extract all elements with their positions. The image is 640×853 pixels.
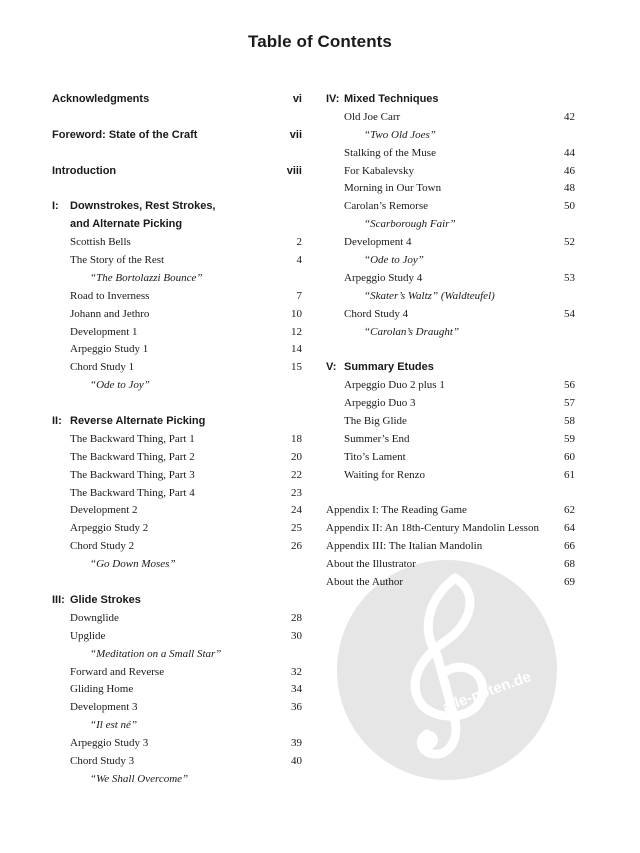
toc-entry[interactable] bbox=[52, 664, 302, 682]
entry-label: The Backward Thing, Part 4 bbox=[70, 486, 195, 499]
section-title: Mixed Techniques bbox=[344, 93, 439, 105]
entry-label: The Backward Thing, Part 1 bbox=[70, 432, 195, 445]
entry-page: 14 bbox=[291, 343, 302, 356]
entry-label: Development 1 bbox=[70, 325, 138, 338]
entry-label: Chord Study 2 bbox=[70, 540, 135, 553]
toc-entry[interactable] bbox=[52, 234, 302, 252]
entry-label: About the Author bbox=[326, 576, 403, 589]
toc-entry[interactable] bbox=[52, 449, 302, 467]
toc-subentry: “We Shall Overcome” bbox=[90, 772, 189, 785]
toc-entry[interactable] bbox=[52, 520, 302, 538]
toc-entry[interactable] bbox=[52, 681, 302, 699]
page-title: Table of Contents bbox=[248, 32, 392, 51]
toc-entry[interactable] bbox=[326, 556, 575, 574]
toc-entry[interactable] bbox=[52, 485, 302, 503]
entry-page: vi bbox=[292, 93, 302, 105]
toc-entry[interactable] bbox=[326, 377, 575, 395]
entry-label: Upglide bbox=[70, 629, 106, 642]
entry-label: Johann and Jethro bbox=[70, 307, 150, 320]
entry-label: Appendix II: An 18th-Century Mandolin Lesson bbox=[326, 522, 539, 535]
entry-page: 57 bbox=[564, 397, 575, 410]
entry-label: The Story of the Rest bbox=[70, 254, 165, 267]
toc-entry[interactable] bbox=[52, 753, 302, 771]
section-number: I: bbox=[52, 200, 59, 213]
entry-label: Acknowledgments bbox=[52, 93, 150, 105]
entry-page: 20 bbox=[291, 450, 302, 463]
toc-entry[interactable] bbox=[52, 163, 302, 181]
section-heading[interactable] bbox=[326, 359, 575, 377]
entry-page: 44 bbox=[564, 146, 575, 159]
entry-page: 34 bbox=[291, 683, 302, 696]
toc-entry[interactable] bbox=[52, 628, 302, 646]
entry-page: 48 bbox=[564, 182, 575, 195]
toc-right-column bbox=[326, 91, 575, 592]
entry-label: Summer’s End bbox=[344, 432, 410, 445]
entry-label: Appendix I: The Reading Game bbox=[326, 504, 467, 517]
entry-page: 69 bbox=[564, 576, 575, 589]
section-title: Summary Etudes bbox=[344, 361, 434, 374]
entry-label: Arpeggio Duo 3 bbox=[344, 397, 416, 410]
toc-entry[interactable] bbox=[326, 306, 575, 324]
entry-page: 46 bbox=[564, 164, 575, 177]
toc-entry[interactable] bbox=[326, 163, 575, 181]
toc-entry[interactable] bbox=[326, 467, 575, 485]
entry-label: Gliding Home bbox=[70, 683, 134, 696]
entry-page: 61 bbox=[564, 468, 575, 481]
section-number: V: bbox=[326, 361, 337, 374]
entry-label: For Kabalevsky bbox=[344, 164, 414, 177]
section-heading[interactable] bbox=[326, 91, 575, 109]
entry-label: Stalking of the Muse bbox=[344, 146, 436, 159]
entry-page: 10 bbox=[291, 307, 302, 320]
entry-page: 26 bbox=[291, 540, 302, 553]
toc-entry[interactable] bbox=[52, 502, 302, 520]
entry-page: 25 bbox=[291, 522, 302, 535]
entry-page: 64 bbox=[564, 522, 575, 535]
toc-left-column bbox=[52, 91, 302, 789]
entry-page: 2 bbox=[296, 236, 302, 249]
entry-label: Scottish Bells bbox=[70, 236, 131, 249]
entry-page: 52 bbox=[564, 236, 575, 249]
entry-page: 4 bbox=[296, 254, 302, 267]
toc-entry[interactable] bbox=[52, 610, 302, 628]
entry-page: viii bbox=[286, 164, 302, 177]
entry-page: 58 bbox=[564, 415, 575, 428]
entry-page: 24 bbox=[291, 504, 302, 517]
entry-label: Tito’s Lament bbox=[344, 450, 406, 463]
entry-page: 62 bbox=[564, 504, 575, 517]
toc-entry[interactable] bbox=[52, 306, 302, 324]
toc-entry[interactable] bbox=[52, 288, 302, 306]
entry-page: 50 bbox=[564, 200, 575, 213]
toc-entry[interactable] bbox=[52, 431, 302, 449]
entry-label: Road to Inverness bbox=[70, 289, 150, 302]
section-number: IV: bbox=[326, 93, 340, 105]
entry-label: Foreword: State of the Craft bbox=[52, 128, 198, 141]
entry-page: 68 bbox=[564, 558, 575, 571]
toc-entry[interactable] bbox=[326, 145, 575, 163]
entry-page: 22 bbox=[291, 468, 302, 481]
toc-entry[interactable] bbox=[326, 574, 575, 592]
entry-label: Arpeggio Study 4 bbox=[344, 271, 423, 284]
toc-entry[interactable] bbox=[326, 395, 575, 413]
entry-label: Arpeggio Study 2 bbox=[70, 522, 149, 535]
section-heading[interactable] bbox=[52, 592, 302, 610]
entry-label: Chord Study 1 bbox=[70, 361, 135, 374]
toc-entry[interactable] bbox=[326, 413, 575, 431]
section-number: III: bbox=[52, 593, 65, 606]
toc-subentry: “Meditation on a Small Star” bbox=[90, 647, 222, 660]
toc-entry[interactable] bbox=[326, 431, 575, 449]
entry-label: Waiting for Renzo bbox=[344, 468, 425, 481]
entry-page: 66 bbox=[564, 540, 575, 553]
toc-subentry: “Go Down Moses” bbox=[90, 558, 176, 571]
entry-page: 59 bbox=[564, 432, 575, 445]
section-title: Downstrokes, Rest Strokes, bbox=[70, 200, 216, 213]
entry-label: Appendix III: The Italian Mandolin bbox=[326, 540, 483, 553]
toc-entry[interactable] bbox=[52, 252, 302, 270]
toc-entry[interactable] bbox=[326, 270, 575, 288]
toc-subentry: “Two Old Joes” bbox=[364, 128, 436, 141]
toc-entry[interactable] bbox=[52, 735, 302, 753]
entry-label: Chord Study 3 bbox=[70, 754, 135, 767]
entry-label: Introduction bbox=[52, 164, 117, 177]
toc-entry[interactable] bbox=[52, 467, 302, 485]
entry-page: 53 bbox=[564, 271, 575, 284]
entry-page: 56 bbox=[564, 379, 575, 392]
entry-label: Chord Study 4 bbox=[344, 307, 409, 320]
toc-entry[interactable] bbox=[52, 91, 302, 109]
toc-entry[interactable] bbox=[52, 324, 302, 342]
toc-subentry: “Scarborough Fair” bbox=[364, 218, 456, 231]
section-heading[interactable] bbox=[52, 198, 302, 216]
toc-entry[interactable] bbox=[52, 341, 302, 359]
entry-label: Arpeggio Study 1 bbox=[70, 343, 149, 356]
toc-subentry: “The Bortolazzi Bounce” bbox=[90, 271, 203, 284]
entry-page: 60 bbox=[564, 450, 575, 463]
entry-label: Carolan’s Remorse bbox=[344, 200, 429, 213]
entry-label: Arpeggio Study 3 bbox=[70, 737, 149, 750]
entry-page: 36 bbox=[291, 701, 302, 714]
section-heading[interactable] bbox=[52, 413, 302, 431]
toc-entry[interactable] bbox=[326, 109, 575, 127]
entry-page: 54 bbox=[564, 307, 575, 320]
entry-label: The Backward Thing, Part 2 bbox=[70, 450, 195, 463]
watermark-treble-clef-icon bbox=[337, 560, 557, 780]
entry-label: The Big Glide bbox=[344, 415, 407, 428]
entry-label: About the Illustrator bbox=[326, 558, 416, 571]
toc-entry[interactable] bbox=[52, 127, 302, 145]
entry-page: vii bbox=[289, 128, 302, 141]
entry-page: 30 bbox=[291, 629, 302, 642]
section-number: II: bbox=[52, 415, 62, 428]
entry-label: Development 3 bbox=[70, 701, 138, 714]
entry-label: Development 2 bbox=[70, 504, 138, 517]
toc-entry[interactable] bbox=[52, 699, 302, 717]
entry-label: Development 4 bbox=[344, 236, 412, 249]
entry-page: 7 bbox=[296, 289, 302, 302]
entry-label: Arpeggio Duo 2 plus 1 bbox=[344, 379, 445, 392]
entry-label: Downglide bbox=[70, 611, 119, 624]
entry-page: 39 bbox=[291, 737, 302, 750]
toc-subentry: “Ode to Joy” bbox=[364, 254, 424, 267]
toc-subentry: “Skater’s Waltz” (Waldteufel) bbox=[364, 289, 495, 302]
section-heading-continued: and Alternate Picking bbox=[70, 218, 183, 231]
section-title: Glide Strokes bbox=[70, 593, 141, 606]
entry-page: 40 bbox=[291, 754, 302, 767]
watermark-text: alle-noten.de bbox=[440, 668, 534, 716]
toc-entry[interactable] bbox=[326, 538, 575, 556]
toc-entry[interactable] bbox=[326, 234, 575, 252]
toc-entry[interactable] bbox=[326, 502, 575, 520]
toc-subentry: “Il est né” bbox=[90, 719, 138, 732]
entry-page: 28 bbox=[291, 611, 302, 624]
section-title: Reverse Alternate Picking bbox=[70, 415, 206, 428]
toc-entry[interactable] bbox=[326, 198, 575, 216]
toc-subentry: “Ode to Joy” bbox=[90, 379, 150, 392]
entry-label: Old Joe Carr bbox=[344, 110, 401, 123]
toc-entry[interactable] bbox=[326, 180, 575, 198]
entry-page: 42 bbox=[564, 110, 575, 123]
entry-page: 32 bbox=[291, 665, 302, 678]
toc-entry[interactable] bbox=[326, 520, 575, 538]
entry-page: 18 bbox=[291, 432, 302, 445]
entry-label: Forward and Reverse bbox=[70, 665, 165, 678]
toc-entry[interactable] bbox=[52, 538, 302, 556]
entry-label: The Backward Thing, Part 3 bbox=[70, 468, 195, 481]
toc-subentry: “Carolan’s Draught” bbox=[364, 325, 460, 338]
entry-page: 12 bbox=[291, 325, 302, 338]
toc-entry[interactable] bbox=[52, 359, 302, 377]
entry-page: 23 bbox=[291, 486, 302, 499]
toc-entry[interactable] bbox=[326, 449, 575, 467]
entry-label: Morning in Our Town bbox=[344, 182, 442, 195]
entry-page: 15 bbox=[291, 361, 302, 374]
